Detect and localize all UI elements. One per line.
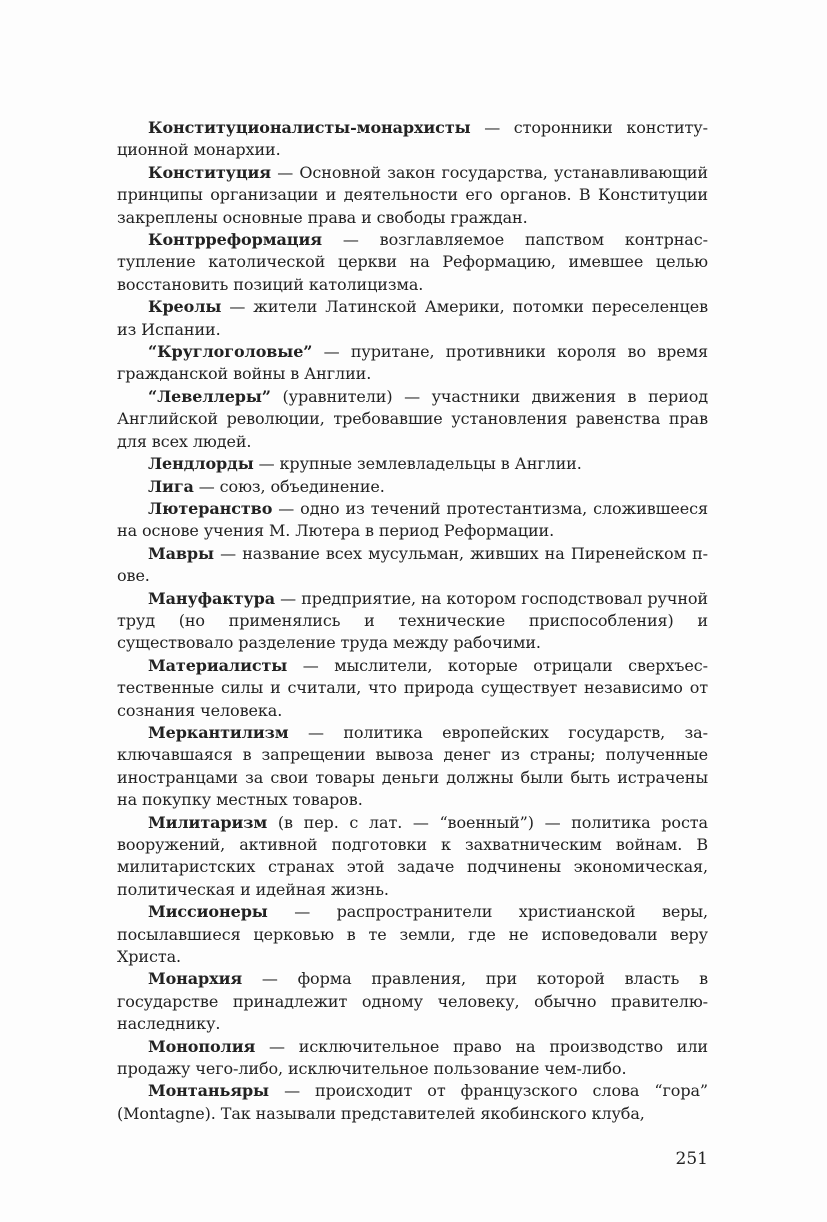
glossary-term: “Левеллеры” [148, 386, 271, 406]
glossary-entry [117, 229, 708, 296]
glossary-term: Монархия [148, 969, 243, 989]
glossary-term: Конституция [148, 162, 272, 182]
glossary-term: Меркантилизм [148, 722, 289, 742]
glossary-entry [117, 162, 708, 229]
glossary-definition: — сторонники конституционной монархии. [117, 118, 708, 160]
glossary-definition: — исключительное право на производство или продажу чего-либо, исключительное пользование чем-либо. [117, 1036, 708, 1079]
glossary-definition: — мыслители, которые отрицали сверхъестественные силы и считали, что природа существует независимо от сознания человека. [117, 655, 708, 720]
glossary-definition: — Основной закон государства, устанавливающий принципы организации и деятельности его органов. В Конституции закреплены основные права и свободы граждан. [117, 162, 708, 227]
glossary-entry [117, 655, 708, 722]
glossary-term: Материалисты [148, 655, 288, 675]
glossary-entry [117, 117, 708, 162]
glossary-definition: — форма правления, при которой власть в государстве принадлежит одному человеку, обычно правителю-наследнику. [117, 969, 708, 1034]
glossary-term: Монтаньяры [148, 1081, 269, 1101]
glossary-term: Лендлорды [148, 454, 254, 474]
glossary-entry [117, 453, 708, 475]
glossary-term: “Круглоголовые” [148, 342, 313, 362]
glossary-definition: (уравнители) — участники движения в период Английской революции, требовавшие установления равенства прав для всех людей. [117, 386, 708, 451]
glossary-term: Контрреформация [148, 230, 322, 250]
glossary-definition: — название всех мусульман, живших на Пиренейском п-ове. [117, 543, 708, 586]
glossary-entry [117, 1080, 708, 1125]
glossary-definition: — происходит от французского слова “гора” (Montagne). Так называли представителей якобинского клуба, [117, 1081, 708, 1123]
glossary-term: Мавры [148, 543, 214, 563]
glossary-entry [117, 812, 708, 902]
glossary-entry [117, 341, 708, 386]
glossary-entry [117, 588, 708, 655]
glossary-entry [117, 968, 708, 1035]
glossary-entry [117, 901, 708, 968]
glossary-entry [117, 476, 708, 498]
glossary-definition: (в пер. с лат. — “военный”) — политика роста вооружений, активной подготовки к захватническим войнам. В милитаристских странах этой задаче подчинены экономическая, политическая и идейная жизнь. [117, 812, 708, 899]
glossary-definition: — крупные землевладельцы в Англии. [253, 454, 582, 474]
glossary-term: Милитаризм [148, 812, 268, 832]
glossary-term: Мануфактура [148, 588, 275, 608]
glossary-entry [117, 543, 708, 588]
glossary-definition: — жители Латинской Америки, потомки переселенцев из Испании. [117, 297, 708, 339]
glossary-term: Лига [148, 476, 194, 496]
page-number: 251 [675, 1149, 708, 1169]
glossary-entry [117, 498, 708, 543]
glossary-entry [117, 722, 708, 812]
glossary-definition: — предприятие, на котором господствовал ручной труд (но применялись и технические приспособления) и существовало разделение труда между рабочими. [117, 588, 708, 653]
glossary-definition: — пуритане, противники короля во время гражданской войны в Англии. [117, 342, 708, 384]
glossary-entry [117, 1036, 708, 1081]
glossary-entry [117, 386, 708, 453]
glossary-term: Лютеранство [148, 498, 273, 518]
glossary-definition: — одно из течений протестантизма, сложившееся на основе учения М. Лютера в период Реформации. [117, 498, 708, 541]
glossary-term: Конституционалисты-монархисты [148, 118, 471, 137]
glossary-definition: — политика европейских государств, заключавшаяся в запрещении вывоза денег из страны; полученные иностранцами за свои товары деньги должны были быть истрачены на покупку местных товаров. [117, 722, 708, 810]
glossary-term: Монополия [148, 1036, 256, 1056]
glossary-definition: — союз, объединение. [193, 476, 385, 496]
glossary-text [117, 117, 708, 1125]
glossary-term: Миссионеры [148, 902, 268, 922]
glossary-definition: — возглавляемое папством контрнаступление католической церкви на Реформацию, имевшее целью восстановить позиций католицизма. [117, 230, 708, 294]
glossary-term: Креолы [148, 297, 222, 317]
glossary-entry [117, 296, 708, 341]
glossary-definition: — распространители христианской веры, посылавшиеся церковью в те земли, где не исповедовали веру Христа. [117, 902, 708, 967]
